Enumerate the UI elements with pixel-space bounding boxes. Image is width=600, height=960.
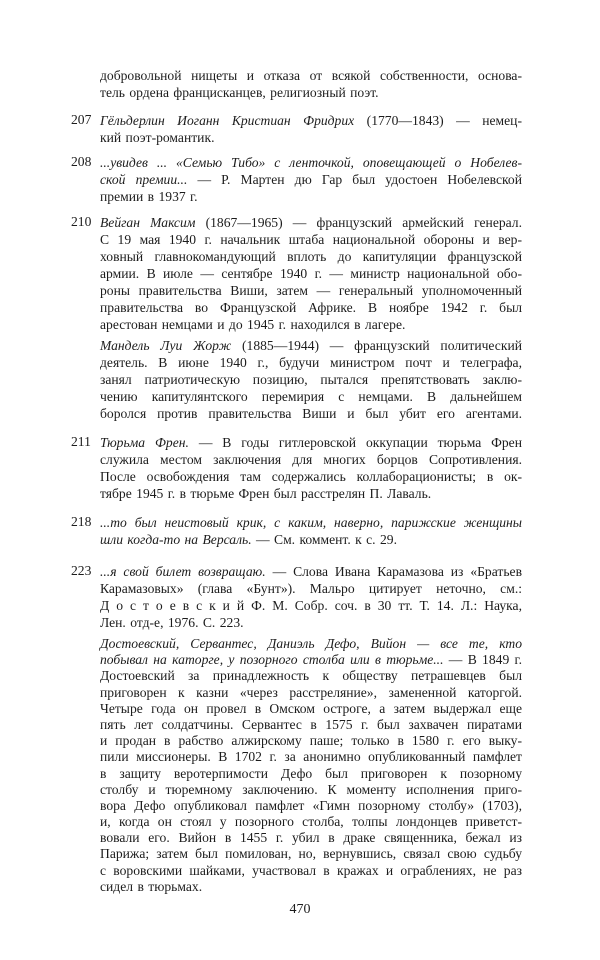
text-segment: боролся против правительства Виши и был убит его агентами. (100, 406, 522, 421)
text-line (100, 701, 522, 717)
text-segment: ховный главнокомандующий вплоть до капитуляции французской (100, 249, 522, 264)
text-line (100, 580, 522, 597)
text-line (100, 405, 522, 422)
page-reference-number: 211 (71, 434, 91, 449)
italic-quote: побывал на каторге, у позорного столба или в тюрьме... (100, 652, 444, 668)
comment-entry-218 (71, 514, 522, 548)
page-reference-number: 210 (71, 214, 92, 229)
text-segment: деятель. В июне 1940 г., будучи министром почт и телеграфа, (100, 355, 522, 370)
text-segment: правительства во Французской Африке. В ноябре 1942 г. был (100, 300, 522, 315)
text-line (100, 717, 522, 733)
page-number: 470 (289, 902, 311, 917)
comment-paragraph (100, 67, 522, 101)
text-segment: вовали его. Вийон в 1455 г. убил в драке священника, бежал из (100, 830, 522, 846)
text-line (100, 685, 522, 701)
text-segment: с воровскими шайками, участвовал в кражах и ограблениях, не раз (100, 862, 522, 878)
text-segment: кий поэт-романтик. (100, 130, 215, 145)
text-line (100, 614, 522, 631)
italic-quote: Тюрьма Френ. (100, 435, 189, 450)
italic-quote: Гёльдерлин Иоганн Кристиан Фридрих (100, 113, 355, 128)
text-line (100, 879, 522, 895)
text-segment: служила местом заключения для многих борцов Сопротивления. (100, 452, 522, 467)
text-segment: чению капитулянтского перемирия с немцами. В дальнейшем (100, 389, 522, 404)
text-line (100, 782, 522, 798)
text-segment: Парижа; затем был помилован, но, вернувшись, связал свою судьбу (100, 846, 522, 862)
text-line (100, 563, 522, 580)
text-segment: приговорен к казни «через расстреляние», замененной каторгой. (100, 684, 522, 700)
text-segment: — В 1849 г. (443, 652, 522, 668)
text-segment: Достоевский за принадлежность к обществу петрашевцев был (100, 668, 522, 684)
text-line (100, 485, 522, 502)
text-segment: добровольной нищеты и отказа от всякой собственности, основа- (100, 68, 522, 83)
text-line (100, 231, 522, 248)
text-line (100, 766, 522, 782)
text-segment: занял патриотическую позицию, пытался препятствовать заклю- (100, 372, 522, 387)
text-segment: (1885—1944) — французский политический (231, 338, 522, 353)
text-line (100, 798, 522, 814)
page-reference-number: 223 (71, 563, 92, 578)
text-segment: столбу и тюремному заключению. К моменту исполнения приго- (100, 781, 522, 797)
comment-entry-207 (71, 112, 522, 146)
text-line (100, 265, 522, 282)
text-line (100, 248, 522, 265)
italic-quote: шли когда-то на Версаль. (100, 532, 252, 547)
text-line (100, 214, 522, 231)
comment-paragraph (100, 636, 522, 895)
text-line (100, 451, 522, 468)
text-line (100, 434, 522, 451)
comment-entry-211 (71, 434, 522, 502)
text-line (100, 354, 522, 371)
text-line (100, 668, 522, 684)
comment-entry-210 (71, 214, 522, 333)
text-line (100, 468, 522, 485)
text-segment: тябре 1945 г. в тюрьме Френ был расстрелян П. Лаваль. (100, 486, 432, 501)
text-line (100, 597, 522, 614)
text-segment: (1867—1965) — французский армейский генерал. (195, 215, 522, 230)
text-line (100, 636, 522, 652)
text-line (100, 531, 522, 548)
text-segment: После освобождения там содержались коллаборационисты; в ок- (100, 469, 522, 484)
text-line (100, 830, 522, 846)
text-line (100, 652, 522, 668)
text-segment: вора Дефо опубликовал памфлет «Гимн позорному столбу» (1703), (100, 797, 522, 813)
text-segment: арестован немцами и до 1945 г. находился в лагере. (100, 317, 406, 332)
text-line (100, 337, 522, 354)
italic-quote: ...то был неистовый крик, с каким, наверно, парижские женщины (100, 515, 522, 530)
text-segment: и продан в рабство алжирскому паше; только в 1580 г. его выку- (100, 733, 522, 749)
text-line (100, 84, 522, 101)
text-line (100, 388, 522, 405)
text-segment: — См. коммент. к с. 29. (251, 532, 397, 547)
text-segment: С 19 мая 1940 г. начальник штаба национальной обороны и вер- (100, 232, 522, 247)
text-line (100, 129, 522, 146)
text-line (100, 514, 522, 531)
text-line (100, 299, 522, 316)
text-segment: премии в 1937 г. (100, 189, 198, 204)
page-reference-number: 218 (71, 514, 92, 529)
text-line (100, 188, 522, 205)
text-line (100, 814, 522, 830)
text-line (100, 282, 522, 299)
text-segment: — Слова Ивана Карамазова из «Братьев (265, 564, 522, 579)
text-segment: тель ордена францисканцев, религиозный поэт. (100, 85, 379, 100)
text-segment: Четыре года он провел в Омском остроге, а затем выдержал еще (100, 700, 522, 716)
text-segment: сидел в тюрьмах. (100, 878, 203, 894)
text-segment: и, когда он стоял у позорного столба, толпы лондонцев приветст- (100, 814, 522, 830)
text-segment: армии. В июле — сентябре 1940 г. — министр национальной обо- (100, 266, 522, 281)
text-line (100, 112, 522, 129)
italic-quote: Вейган Максим (100, 215, 196, 230)
text-segment: Лен. отд-е, 1976. С. 223. (100, 615, 244, 630)
italic-quote: ...увидев ... «Семью Тибо» с ленточкой, оповещающей о Нобелев- (100, 155, 522, 170)
text-line (100, 733, 522, 749)
text-segment: в защиту веротерпимости Дефо был приговорен к позорному (100, 765, 522, 781)
text-line (100, 316, 522, 333)
text-line (100, 863, 522, 879)
text-segment: — Р. Мартен дю Гар был удостоен Нобелевской (187, 172, 522, 187)
text-line (100, 154, 522, 171)
comment-entry-223 (71, 563, 522, 631)
text-line (100, 846, 522, 862)
text-segment: — В годы гитлеровской оккупации тюрьма Френ (188, 435, 522, 450)
comment-entry-208 (71, 154, 522, 205)
text-line (100, 171, 522, 188)
italic-quote: Достоевский, Сервантес, Даниэль Дефо, Вийон — все те, кто (100, 636, 522, 651)
italic-quote: ской премии... (100, 172, 188, 187)
text-line (100, 67, 522, 84)
text-segment: пили миссионеры. В 1702 г. за анонимно опубликованный памфлет (100, 749, 522, 765)
page-reference-number: 208 (71, 154, 92, 169)
text-segment: (1770—1843) — немец- (354, 113, 522, 128)
italic-quote: Мандель Луи Жорж (100, 338, 232, 353)
text-line (100, 371, 522, 388)
text-segment: Карамазовых» (глава «Бунт»). Мальро цитирует неточно, см.: (100, 581, 522, 596)
text-segment: пять лет солдатчины. Сервантес в 1575 г. был захвачен пиратами (100, 716, 522, 732)
text-segment: Д о с т о е в с к и й Ф. М. Собр. соч. в 30 тт. Т. 14. Л.: Наука, (100, 598, 522, 613)
page-reference-number: 207 (71, 112, 92, 127)
text-line (100, 749, 522, 765)
italic-quote: ...я свой билет возвращаю. (100, 564, 266, 579)
comment-paragraph (100, 337, 522, 422)
text-segment: роны правительства Виши, затем — генеральный уполномоченный (100, 283, 522, 298)
